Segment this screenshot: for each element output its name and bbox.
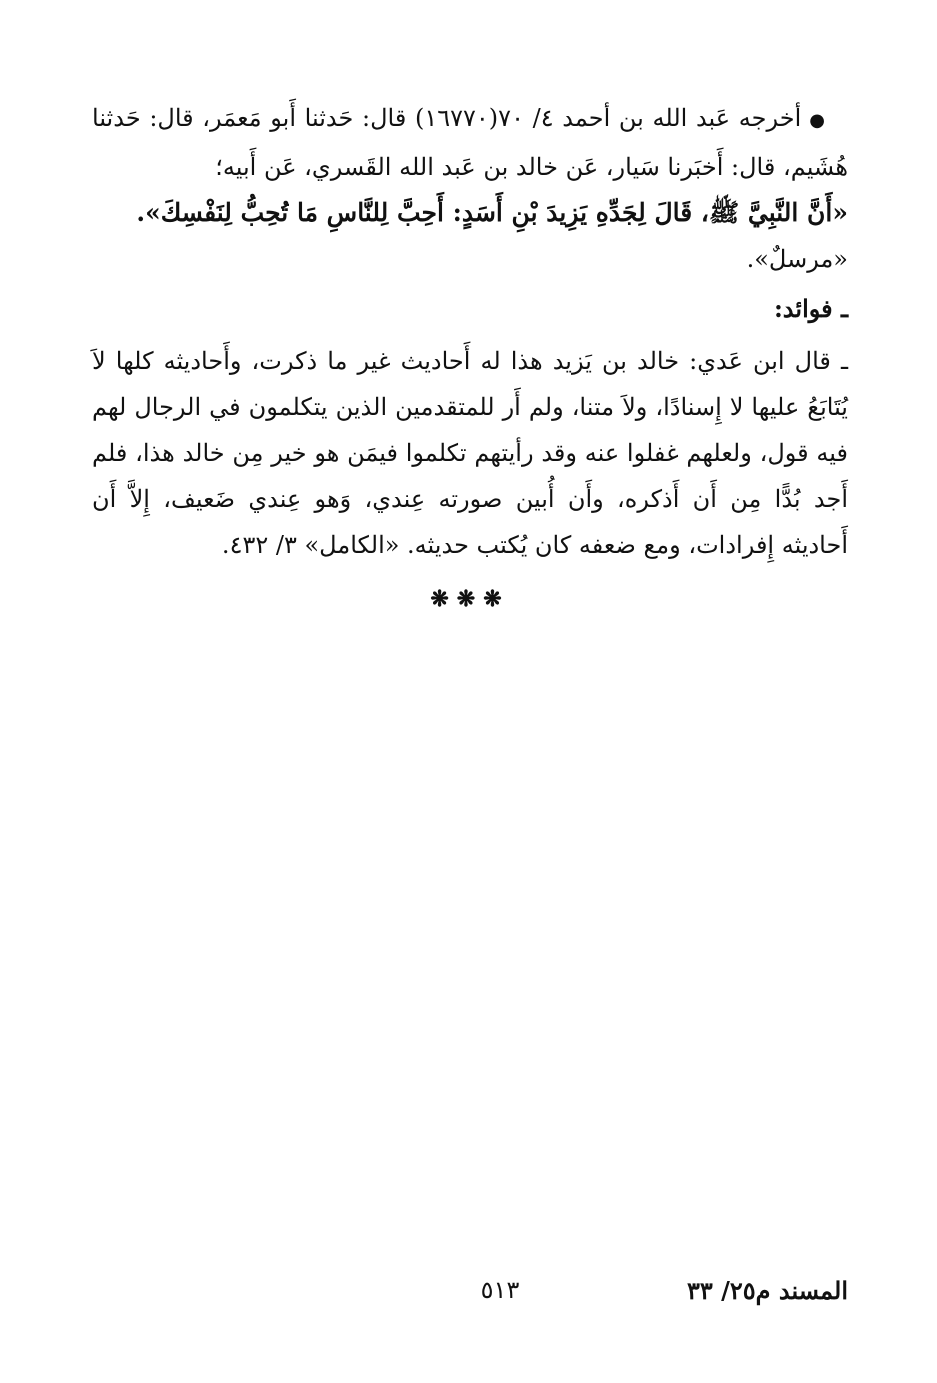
hadith-text: «أَنَّ النَّبِيَّ ﷺ، قَالَ لِجَدِّهِ يَزِيدَ بْنِ أَسَدٍ: أَحِبَّ لِلنَّاسِ مَا تُحِبُّ لِنَفْسِكَ». <box>136 198 848 227</box>
page-footer <box>92 1276 848 1316</box>
page-number: ٥١٣ <box>480 1276 520 1304</box>
hadith-grade: «مرسلٌ». <box>746 245 848 273</box>
ibn-adi-note: ـ قال ابن عَدي: خالد بن يَزيد هذا له أَحاديث غير ما ذكرت، وأَحاديثه كلها لاَ يُتَابَعُ عليها لا إِسنادًا، ولاَ متنا، ولم أَر للمتقدمين الذين يتكلمون في الرجال لهم فيه قول، ولعلهم غفلوا عنه وقد رأيتهم تكلموا فيمَن هو خير مِن خالد هذا، فلم أَجد بُدًّا مِن أَن أَذكره، وأَن أُبين صورته عِندي، وَهو عِندي ضَعيف، إِلاَّ أَن أَحاديثه إِفرادات، ومع ضعفه كان يُكتب حديثه. «الكامل» ٣/ ٤٣٢. <box>92 347 849 559</box>
bullet-icon: ● <box>809 110 826 131</box>
benefits-heading: ـ فوائد: <box>773 294 848 323</box>
footer-signature: المسند م٢٥/ ٣٣ <box>686 1276 848 1305</box>
section-separator: ❋❋❋ <box>430 586 510 612</box>
takhrij-text: أخرجه عَبد الله بن أحمد ٤/ ٧٠(١٦٧٧٠) قال: حَدثنا أَبو مَعمَر، قال: حَدثنا هُشَيم، قال: أَخبَرنا سَيار، عَن خالد بن عَبد الله القَسري، عَن أَبيه؛ <box>92 104 848 181</box>
page-body <box>92 95 848 622</box>
takhrij-paragraph <box>92 95 848 190</box>
